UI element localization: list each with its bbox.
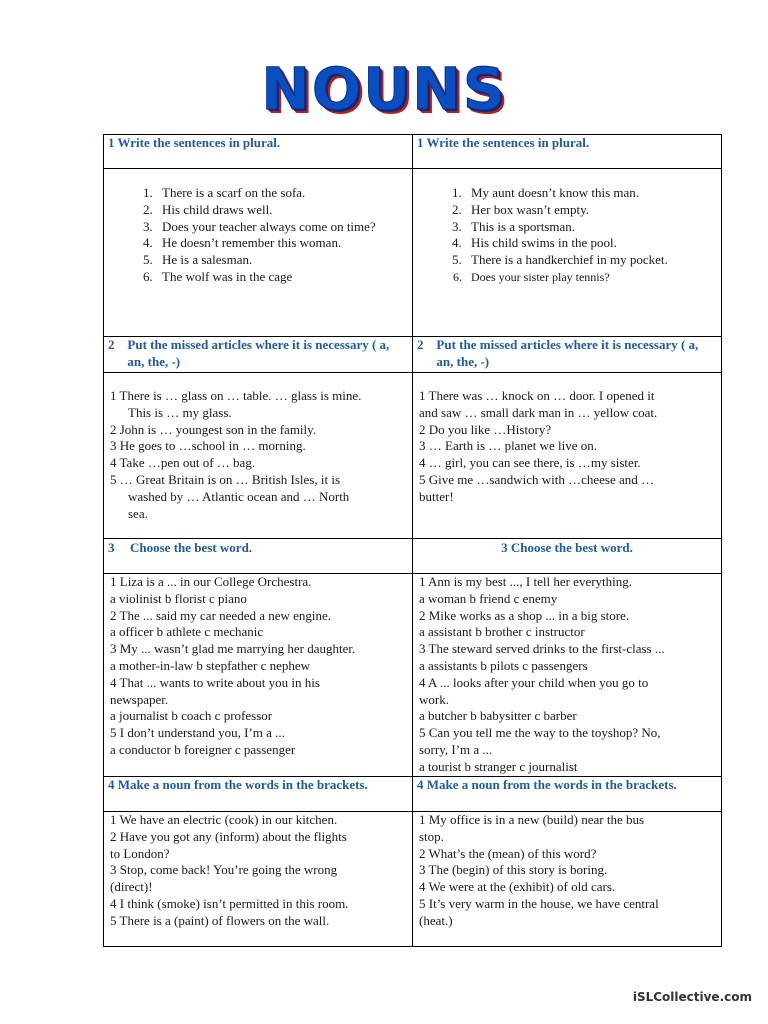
text-line: a butcher b babysitter c barber xyxy=(419,708,577,724)
text-line: a tourist b stranger c journalist xyxy=(419,758,578,774)
section-2-right-cell xyxy=(413,373,722,539)
text-line: 2 What’s the (mean) of this word? xyxy=(419,845,597,861)
text-line: a mother-in-law b stepfather c nephew xyxy=(110,657,311,673)
section-4-right-cell xyxy=(413,812,722,947)
section-number: 3 xyxy=(108,540,115,555)
text-line: 5 … Great Britain is on … British Isles, it is xyxy=(110,471,341,487)
text-line: 5 Can you tell me the way to the toyshop? No, xyxy=(419,725,661,741)
text-line: 5 It’s very warm in the house, we have central xyxy=(419,895,659,911)
watermark-link[interactable]: iSLCollective.com xyxy=(632,990,752,1004)
text-line: a assistants b pilots c passengers xyxy=(419,657,588,673)
section-1-heading-row xyxy=(104,135,722,169)
section-4-right-heading: 4 Make a noun from the words in the brackets. xyxy=(413,777,722,812)
text-line: 4 I think (smoke) isn’t permitted in this room. xyxy=(110,895,349,911)
list-item: 4. His child swims in the pool. xyxy=(465,235,717,252)
section-1-left-heading: 1 Write the sentences in plural. xyxy=(104,135,413,169)
list-item: 5. There is a handkerchief in my pocket. xyxy=(465,252,717,269)
text-line: 2 Have you got any (inform) about the flights xyxy=(110,828,347,844)
text-line: 5 Give me …sandwich with …cheese and … xyxy=(419,471,655,487)
section-2-left-cell xyxy=(104,373,413,539)
heading-text: Put the missed articles where it is necessary ( a, an, the, -) xyxy=(127,337,390,369)
heading-text: Put the missed articles where it is necessary ( a, an, the, -) xyxy=(436,337,699,369)
list-item: 2. Her box wasn’t empty. xyxy=(465,202,717,219)
text-line: 2 Do you like …History? xyxy=(419,421,552,437)
section-1-left-list xyxy=(108,169,408,286)
text-line: This is … my glass. xyxy=(128,404,232,420)
heading-text: Choose the best word. xyxy=(130,540,253,555)
section-1-right-list xyxy=(417,169,717,286)
section-4-heading-row xyxy=(104,777,722,812)
text-line: 4 … girl, you can see there, is …my sister. xyxy=(419,455,641,471)
section-2-heading-row xyxy=(104,337,722,373)
text-line: (direct)! xyxy=(110,879,153,895)
text-line: a violinist b florist c piano xyxy=(110,590,247,606)
text-line: a conductor b foreigner c passenger xyxy=(110,741,296,757)
list-item: 6. The wolf was in the cage xyxy=(156,269,408,286)
text-line: 4 That ... wants to write about you in his xyxy=(110,674,320,690)
text-line: a assistant b brother c instructor xyxy=(419,624,585,640)
section-4-content-row xyxy=(104,812,722,947)
text-line: a officer b athlete c mechanic xyxy=(110,624,264,640)
text-line: 4 A ... looks after your child when you go to xyxy=(419,674,649,690)
list-item: 2. His child draws well. xyxy=(156,202,408,219)
list-item: 3. Does your teacher always come on time? xyxy=(156,219,408,236)
section-4-left-heading: 4 Make a noun from the words in the brackets. xyxy=(104,777,413,812)
text-line: 3 … Earth is … planet we live on. xyxy=(419,438,597,454)
text-line: stop. xyxy=(419,828,444,844)
list-item: 5. He is a salesman. xyxy=(156,252,408,269)
text-line: 5 There is a (paint) of flowers on the wall. xyxy=(110,912,330,928)
text-line: 1 Ann is my best ..., I tell her everything. xyxy=(419,574,633,589)
text-line: 3 He goes to …school in … morning. xyxy=(110,438,306,454)
text-line: 3 My ... wasn’t glad me marrying her daughter. xyxy=(110,641,356,657)
text-line: newspaper. xyxy=(110,691,169,707)
text-line: 4 Take …pen out of … bag. xyxy=(110,455,256,471)
section-number: 2 xyxy=(417,337,424,352)
page-title: NOUNS xyxy=(261,55,507,123)
text-line: 1 Liza is a ... in our College Orchestra. xyxy=(110,574,312,589)
section-1-content-row xyxy=(104,169,722,337)
section-1-right-heading: 1 Write the sentences in plural. xyxy=(413,135,722,169)
text-line: 2 Mike works as a shop ... in a big store. xyxy=(419,607,630,623)
text-line: and saw … small dark man in … yellow coat. xyxy=(419,404,658,420)
section-1-left-cell xyxy=(104,169,413,337)
text-line: 1 My office is in a new (build) near the bus xyxy=(419,812,645,827)
text-line: 3 The (begin) of this story is boring. xyxy=(419,862,608,878)
list-item: 4. He doesn’t remember this woman. xyxy=(156,235,408,252)
list-item: 3. This is a sportsman. xyxy=(465,219,717,236)
section-2-left-heading xyxy=(104,337,413,373)
section-number: 2 xyxy=(108,337,115,352)
text-line: 1 There is … glass on … table. … glass is mine. xyxy=(110,388,362,403)
section-3-content-row xyxy=(104,574,722,777)
text-line: to London? xyxy=(110,845,170,861)
text-line: a journalist b coach c professor xyxy=(110,708,273,724)
text-line: 4 We were at the (exhibit) of old cars. xyxy=(419,879,616,895)
text-line: 3 The steward served drinks to the first-class ... xyxy=(419,641,665,657)
section-3-left-heading xyxy=(104,539,413,574)
text-line: work. xyxy=(419,691,449,707)
text-line: 2 John is … youngest son in the family. xyxy=(110,421,317,437)
section-2-content-row xyxy=(104,373,722,539)
section-3-left-cell xyxy=(104,574,413,777)
worksheet-table xyxy=(103,134,722,947)
text-line: washed by … Atlantic ocean and … North xyxy=(128,488,350,504)
text-line: sea. xyxy=(128,505,148,521)
section-3-right-heading: 3 Choose the best word. xyxy=(413,539,722,574)
list-item: 6. Does your sister play tennis? xyxy=(465,269,717,286)
text-line: 3 Stop, come back! You’re going the wrong xyxy=(110,862,338,878)
text-line: (heat.) xyxy=(419,912,453,928)
text-line: 5 I don’t understand you, I’m a ... xyxy=(110,725,285,741)
section-3-heading-row xyxy=(104,539,722,574)
text-line: 1 There was … knock on … door. I opened it xyxy=(419,388,655,403)
text-line: butter! xyxy=(419,488,454,504)
text-line: sorry, I’m a ... xyxy=(419,741,493,757)
section-1-right-cell xyxy=(413,169,722,337)
text-line: a woman b friend c enemy xyxy=(419,590,558,606)
list-item: 1. There is a scarf on the sofa. xyxy=(156,185,408,202)
section-2-right-heading xyxy=(413,337,722,373)
section-3-right-cell xyxy=(413,574,722,777)
text-line: 1 We have an electric (cook) in our kitchen. xyxy=(110,812,338,827)
text-line: 2 The ... said my car needed a new engine. xyxy=(110,607,332,623)
section-4-left-cell xyxy=(104,812,413,947)
list-item: 1. My aunt doesn’t know this man. xyxy=(465,185,717,202)
